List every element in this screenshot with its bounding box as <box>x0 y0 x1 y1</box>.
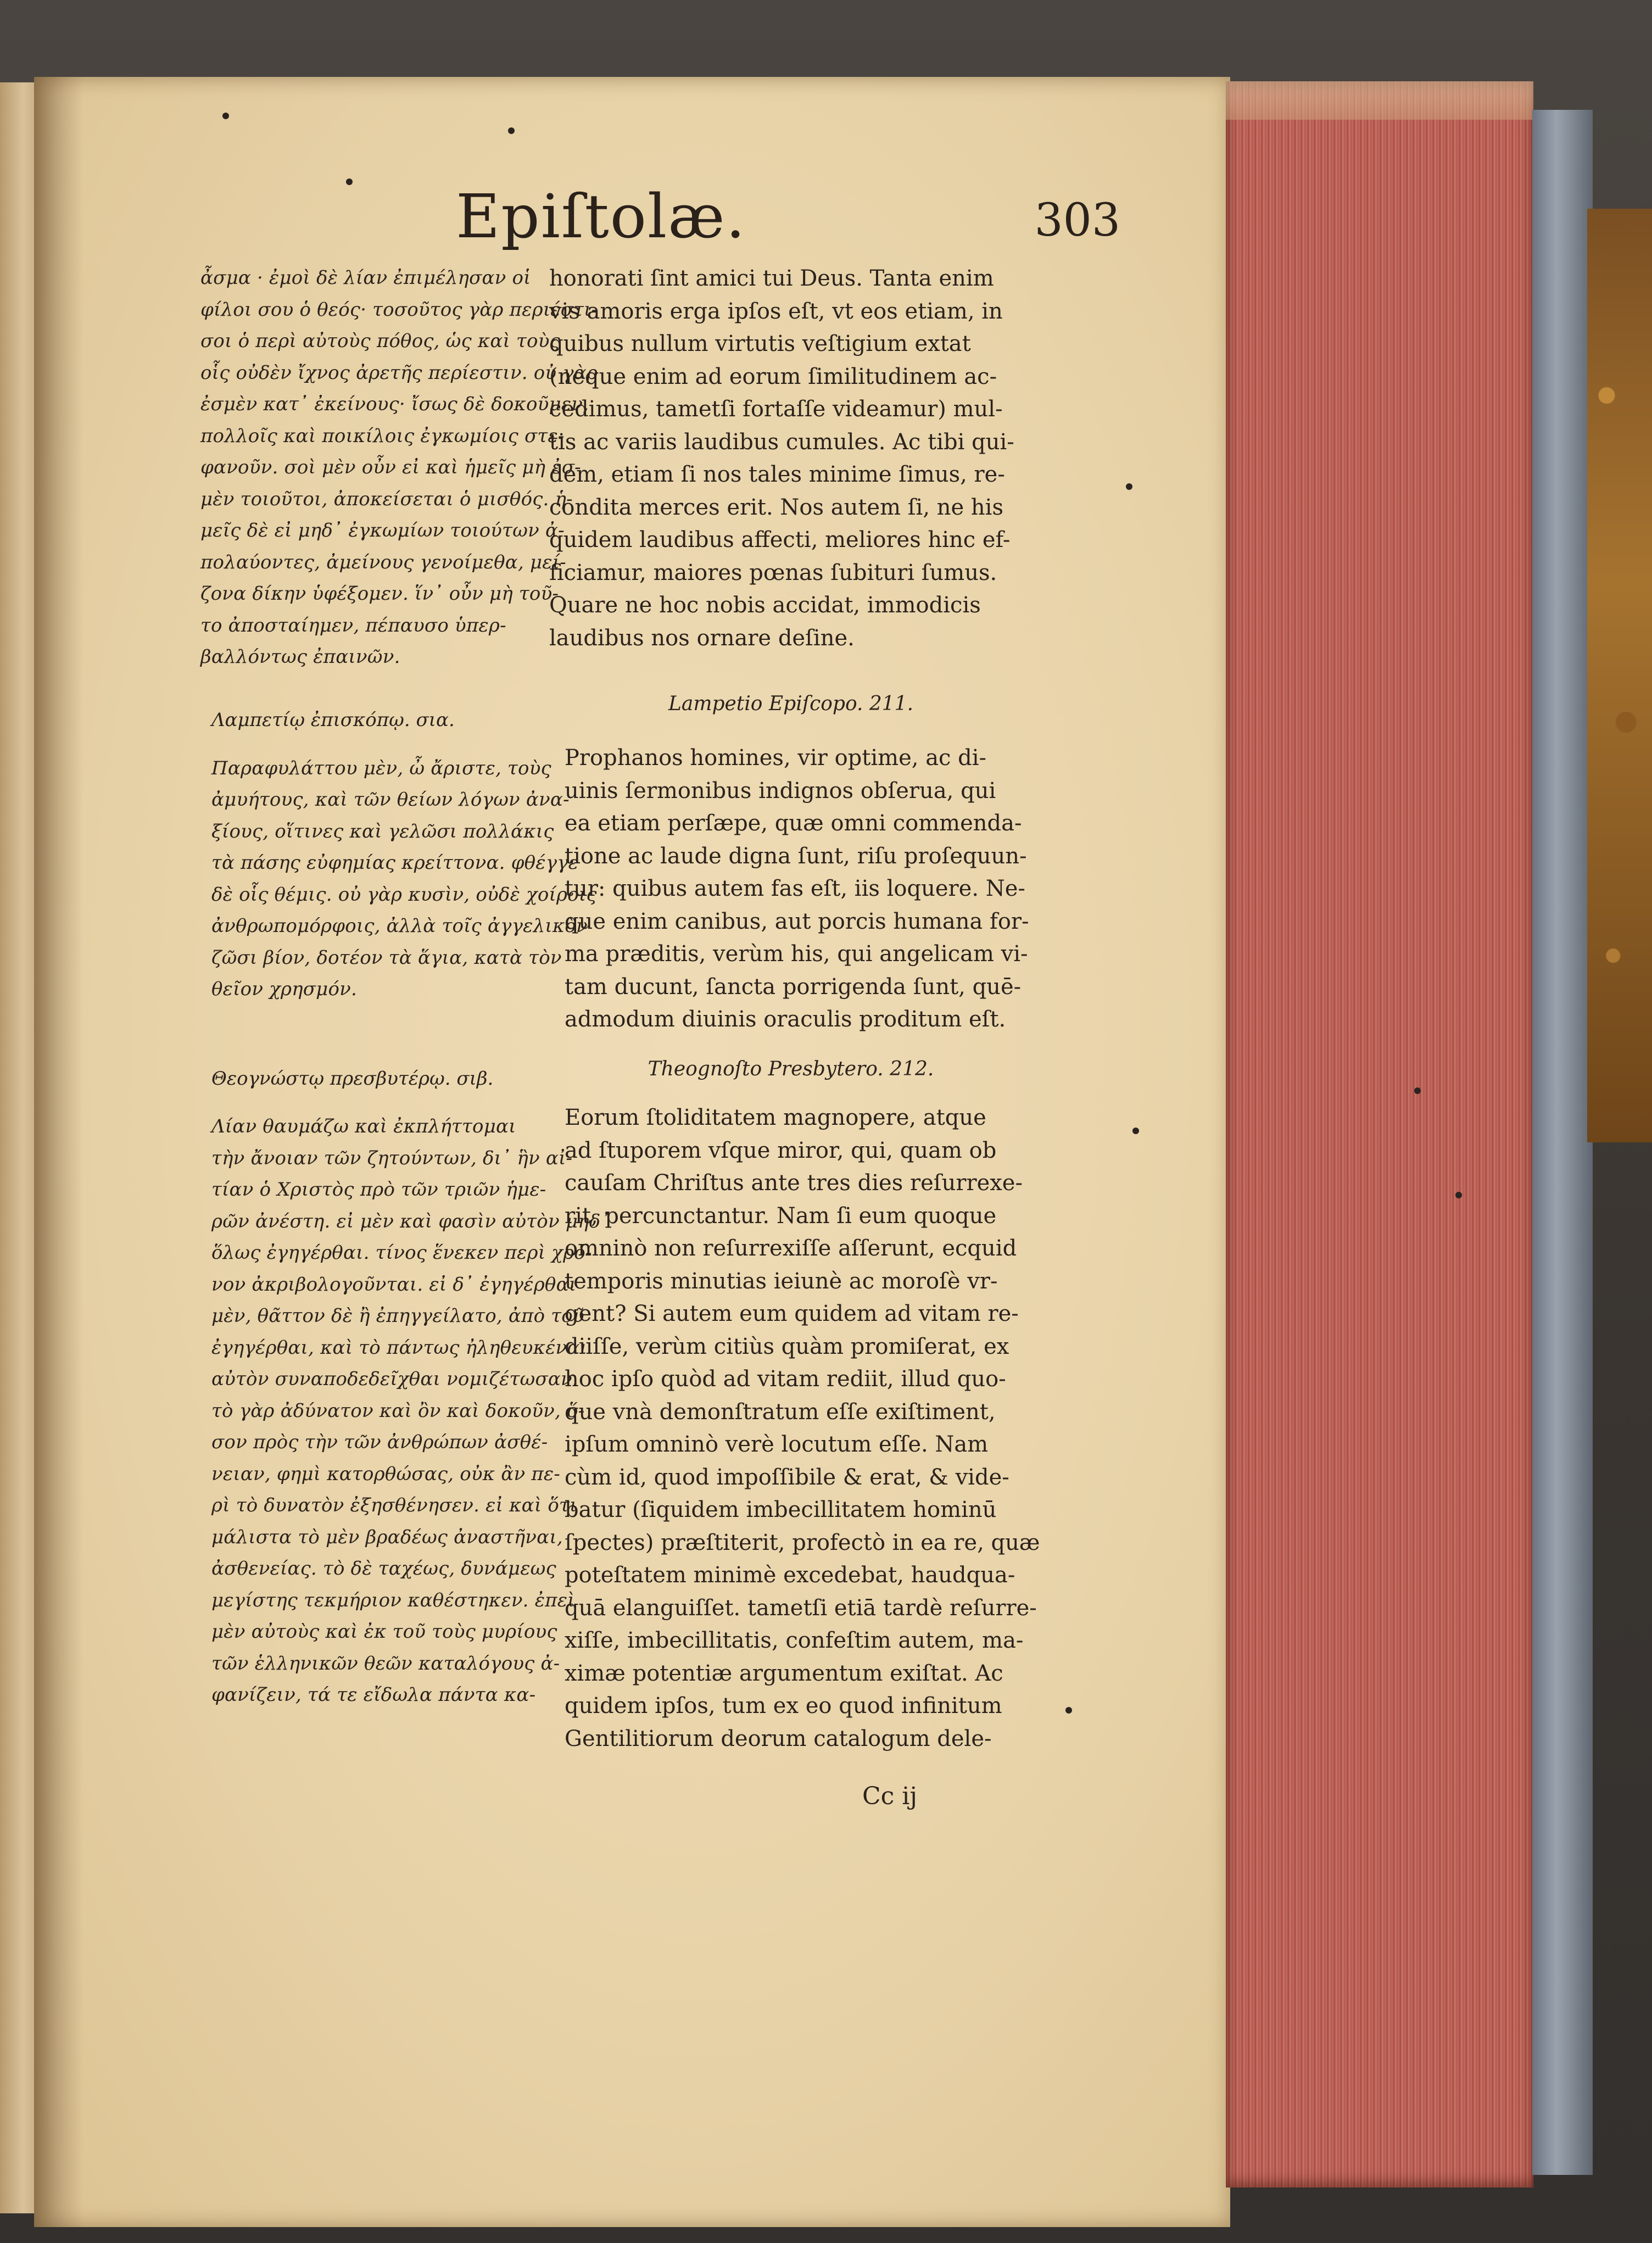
text-line: Παραφυλάττου μὲν, ὦ ἄριστε, τοὺς <box>211 757 551 779</box>
signature-mark: Cc ij <box>862 1782 918 1810</box>
text-line: tione ac laude digna ſunt, riſu proſequun- <box>565 843 1027 869</box>
text-line: ἀμυήτους, καὶ τῶν θείων λόγων ἀνα- <box>211 789 570 811</box>
text-line: ἆσμα · ἐμοὶ δὲ λίαν ἐπιμέλησαν οἱ <box>200 267 531 289</box>
text-line: μὲν αὐτοὺς καὶ ἐκ τοῦ τοὺς μυρίους <box>211 1621 557 1643</box>
text-line: οἷς οὐδὲν ἴχνος ἀρετῆς περίεστιν. οὐ γὰρ <box>200 361 598 384</box>
text-line: vis amoris erga ipſos eſt, vt eos etiam, in <box>549 298 1003 324</box>
text-line: ἐγηγέρθαι, καὶ τὸ πάντως ἠληθευκέναι <box>211 1336 588 1359</box>
text-line: quidem laudibus affecti, meliores hinc ef- <box>549 527 1011 553</box>
text-line: poteſtatem minimè excedebat, haudqua- <box>565 1563 1015 1588</box>
text-line: tis ac variis laudibus cumules. Ac tibi qui- <box>549 429 1014 455</box>
text-line: σον πρὸς τὴν τῶν ἀνθρώπων ἀσθέ- <box>211 1431 548 1453</box>
page-block-edges <box>1226 81 1533 2188</box>
ink-speck <box>508 127 515 134</box>
text-line: tam ducunt, ſancta porrigenda ſunt, quē- <box>565 974 1022 1000</box>
page-number: 303 <box>1034 194 1120 247</box>
text-line: μεῖς δὲ εἰ μηδ᾽ ἐγκωμίων τοιούτων ἀ- <box>200 520 565 542</box>
text-line: τὸ γὰρ ἀδύνατον καὶ ὂν καὶ δοκοῦν, ὅ- <box>211 1399 585 1422</box>
text-line: πολλοῖς καὶ ποικίλοις ἐγκωμίοις στε- <box>200 425 565 447</box>
greek-letter-heading: Λαμπετίῳ ἐπισκόπῳ. σια. <box>211 709 455 731</box>
text-line: laudibus nos ornare deſine. <box>549 625 855 651</box>
text-line: dem, etiam ſi nos tales minime ſimus, re- <box>549 462 1005 487</box>
ink-speck <box>346 178 353 185</box>
text-line: αὐτὸν συναποδεδεῖχθαι νομιζέτωσαν. <box>211 1368 578 1390</box>
book-cover-board <box>1532 110 1593 2175</box>
greek-letter-heading: Θεογνώστῳ πρεσβυτέρῳ. σιβ. <box>211 1067 494 1090</box>
text-line: τῶν ἑλληνικῶν θεῶν καταλόγους ἀ- <box>211 1652 560 1675</box>
text-line: ὅλως ἐγηγέρθαι. τίνος ἕνεκεν περὶ χρό- <box>211 1242 592 1264</box>
text-line: cùm id, quod impoſſibile & erat, & vide- <box>565 1464 1009 1490</box>
text-line: φανίζειν, τά τε εἴδωλα πάντα κα- <box>211 1684 536 1706</box>
text-line: admodum diuinis oraculis proditum eſt. <box>565 1007 1006 1032</box>
latin-letter-212 <box>549 1102 1040 1755</box>
page-header <box>456 181 1120 264</box>
text-line: ζῶσι βίον, δοτέον τὰ ἅγια, κατὰ τὸν <box>211 946 562 969</box>
ink-speck <box>1132 1128 1139 1134</box>
text-line: θεῖον χρησμόν. <box>211 978 358 1000</box>
ink-speck <box>1065 1707 1072 1714</box>
text-line: cedimus, tametſi fortaſſe videamur) mul- <box>549 397 1003 422</box>
text-line: φίλοι σου ὁ θεός· τοσοῦτος γὰρ περιέστι- <box>200 298 598 321</box>
text-line: ipſum omninò verè locutum eſſe. Nam <box>565 1432 989 1457</box>
text-line: Gentilitiorum deorum catalogum dele- <box>565 1726 992 1751</box>
text-line: βαλλόντως ἐπαινῶν. <box>200 646 400 668</box>
greek-letter-211 <box>200 753 597 1006</box>
text-line: cauſam Chriſtus ante tres dies reſurrexe- <box>565 1170 1023 1196</box>
ink-speck <box>222 113 229 119</box>
text-line: uinis ſermonibus indignos obſerua, qui <box>565 778 996 804</box>
text-line: tur: quibus autem fas eſt, iis loquere. Ne- <box>565 876 1025 901</box>
page-block-top <box>1226 81 1533 120</box>
text-line: quā elanguiſſet. tametſi etiā tardè reſurre- <box>565 1595 1037 1621</box>
text-line: μὲν, θᾶττον δὲ ἢ ἐπηγγείλατο, ἀπὸ τοῦ <box>211 1305 584 1327</box>
text-line: ἀσθενείας. τὸ δὲ ταχέως, δυνάμεως <box>211 1558 556 1580</box>
text-line: ἐσμὲν κατ᾽ ἐκείνους· ἴσως δὲ δοκοῦμεν, <box>200 393 589 415</box>
greek-letter-212 <box>200 1111 610 1711</box>
text-line: que vnà demonſtratum eſſe exiſtiment, <box>565 1399 996 1425</box>
text-line: τὴν ἄνοιαν τῶν ζητούντων, δι᾽ ἣν αἰ- <box>211 1147 573 1169</box>
text-line: (neque enim ad eorum ſimilitudinem ac- <box>549 364 997 389</box>
text-line: ἀνθρωπομόρφοις, ἀλλὰ τοῖς ἀγγελικὸν <box>211 915 588 937</box>
page-gutter-shadow <box>34 77 83 2227</box>
text-line: νον ἀκριβολογοῦνται. εἰ δ᾽ ἐγηγέρθαι <box>211 1273 577 1296</box>
text-line: temporis minutias ieiunè ac moroſè vr- <box>565 1268 998 1294</box>
greek-column <box>200 263 610 1711</box>
text-line: batur (ſiquidem imbecillitatem hominū <box>565 1497 997 1522</box>
text-line: Λίαν θαυμάζω καὶ ἐκπλήττομαι <box>211 1115 516 1137</box>
text-line: condita merces erit. Nos autem ſi, ne his <box>549 494 1003 520</box>
marbled-cover <box>1587 209 1652 1142</box>
text-line: ξίους, οἵτινες καὶ γελῶσι πολλάκις <box>211 820 554 842</box>
text-line: ad ſtuporem vſque miror, qui, quam ob <box>565 1137 997 1163</box>
text-line: το ἀποσταίημεν, πέπαυσο ὑπερ- <box>200 614 506 637</box>
text-line: ma præditis, verùm his, qui angelicam vi- <box>565 941 1028 967</box>
text-line: gent? Si autem eum quidem ad vitam re- <box>565 1301 1019 1326</box>
text-line: rit, percunctantur. Nam ſi eum quoque <box>565 1203 997 1229</box>
text-line: xiſſe, imbecillitatis, confeſtim autem, ma- <box>565 1628 1024 1653</box>
text-line: Quare ne hoc nobis accidat, immodicis <box>549 593 981 618</box>
text-line: ficiamur, maiores pœnas ſubituri ſumus. <box>549 560 997 585</box>
latin-letter-heading: Theognoſto Presbytero. 212. <box>648 1057 934 1080</box>
text-line: honorati ſint amici tui Deus. Tanta enim <box>549 266 994 291</box>
text-line: μεγίστης τεκμήριον καθέστηκεν. ἐπεὶ <box>211 1589 575 1611</box>
latin-letter-continuation <box>549 263 1032 655</box>
text-line: diiſſe, verùm citiùs quàm promiſerat, ex <box>565 1333 1009 1359</box>
text-line: ρὶ τὸ δυνατὸν ἐξησθένησεν. εἰ καὶ ὅτι <box>211 1494 577 1516</box>
latin-letter-heading: Lampetio Epiſcopo. 211. <box>668 692 914 715</box>
text-line: quibus nullum virtutis veſtigium extat <box>549 331 971 356</box>
text-line: ζονα δίκην ὑφέξομεν. ἵν᾽ οὖν μὴ τοῦ- <box>200 583 559 605</box>
greek-letter-continuation <box>200 263 598 673</box>
text-line: ea etiam perſæpe, quæ omni commenda- <box>565 811 1022 836</box>
ink-speck <box>1455 1192 1462 1198</box>
text-line: σοι ὁ περὶ αὐτοὺς πόθος, ὡς καὶ τοὺς <box>200 330 560 352</box>
text-line: μάλιστα τὸ μὲν βραδέως ἀναστῆναι, <box>211 1526 563 1548</box>
text-line: τίαν ὁ Χριστὸς πρὸ τῶν τριῶν ἡμε- <box>211 1179 546 1201</box>
text-line: ſpectes) præſtiterit, profectò in ea re, quæ <box>565 1530 1040 1555</box>
text-line: δὲ οἷς θέμις. οὐ γὰρ κυσὶν, οὐδὲ χοίροις <box>211 883 597 906</box>
text-line: μὲν τοιοῦτοι, ἀποκείσεται ὁ μισθός. ἡ- <box>200 488 573 510</box>
ink-speck <box>1126 483 1132 490</box>
ink-speck <box>1414 1087 1421 1094</box>
latin-column <box>549 263 1040 1755</box>
latin-letter-211 <box>549 742 1032 1036</box>
text-line: hoc ipſo quòd ad vitam rediit, illud quo- <box>565 1366 1006 1392</box>
text-line: Eorum ſtoliditatem magnopere, atque <box>565 1105 986 1130</box>
text-line: ρῶν ἀνέστη. εἰ μὲν καὶ φασὶν αὐτὸν μηδ᾽ <box>211 1210 610 1232</box>
text-line: πολαύοντες, ἀμείνους γενοίμεθα, μεί- <box>200 551 566 573</box>
running-title: Epiſtolæ. <box>456 181 746 252</box>
text-line: νειαν, φημὶ κατορθώσας, οὐκ ἂν πε- <box>211 1463 561 1485</box>
text-line: ximæ potentiæ argumentum exiſtat. Ac <box>565 1660 1003 1686</box>
text-line: omninò non reſurrexiſſe aſſerunt, ecquid <box>565 1236 1017 1261</box>
text-line: que enim canibus, aut porcis humana for- <box>565 908 1029 934</box>
text-line: quidem ipſos, tum ex eo quod infinitum <box>565 1693 1002 1718</box>
text-line: Prophanos homines, vir optime, ac di- <box>565 745 987 771</box>
show-through-text <box>1205 637 1535 978</box>
text-line: φανοῦν. σοὶ μὲν οὖν εἰ καὶ ἡμεῖς μὴ ἐσ- <box>200 456 581 478</box>
text-line: τὰ πάσης εὐφημίας κρείττονα. φθέγγε <box>211 852 579 874</box>
